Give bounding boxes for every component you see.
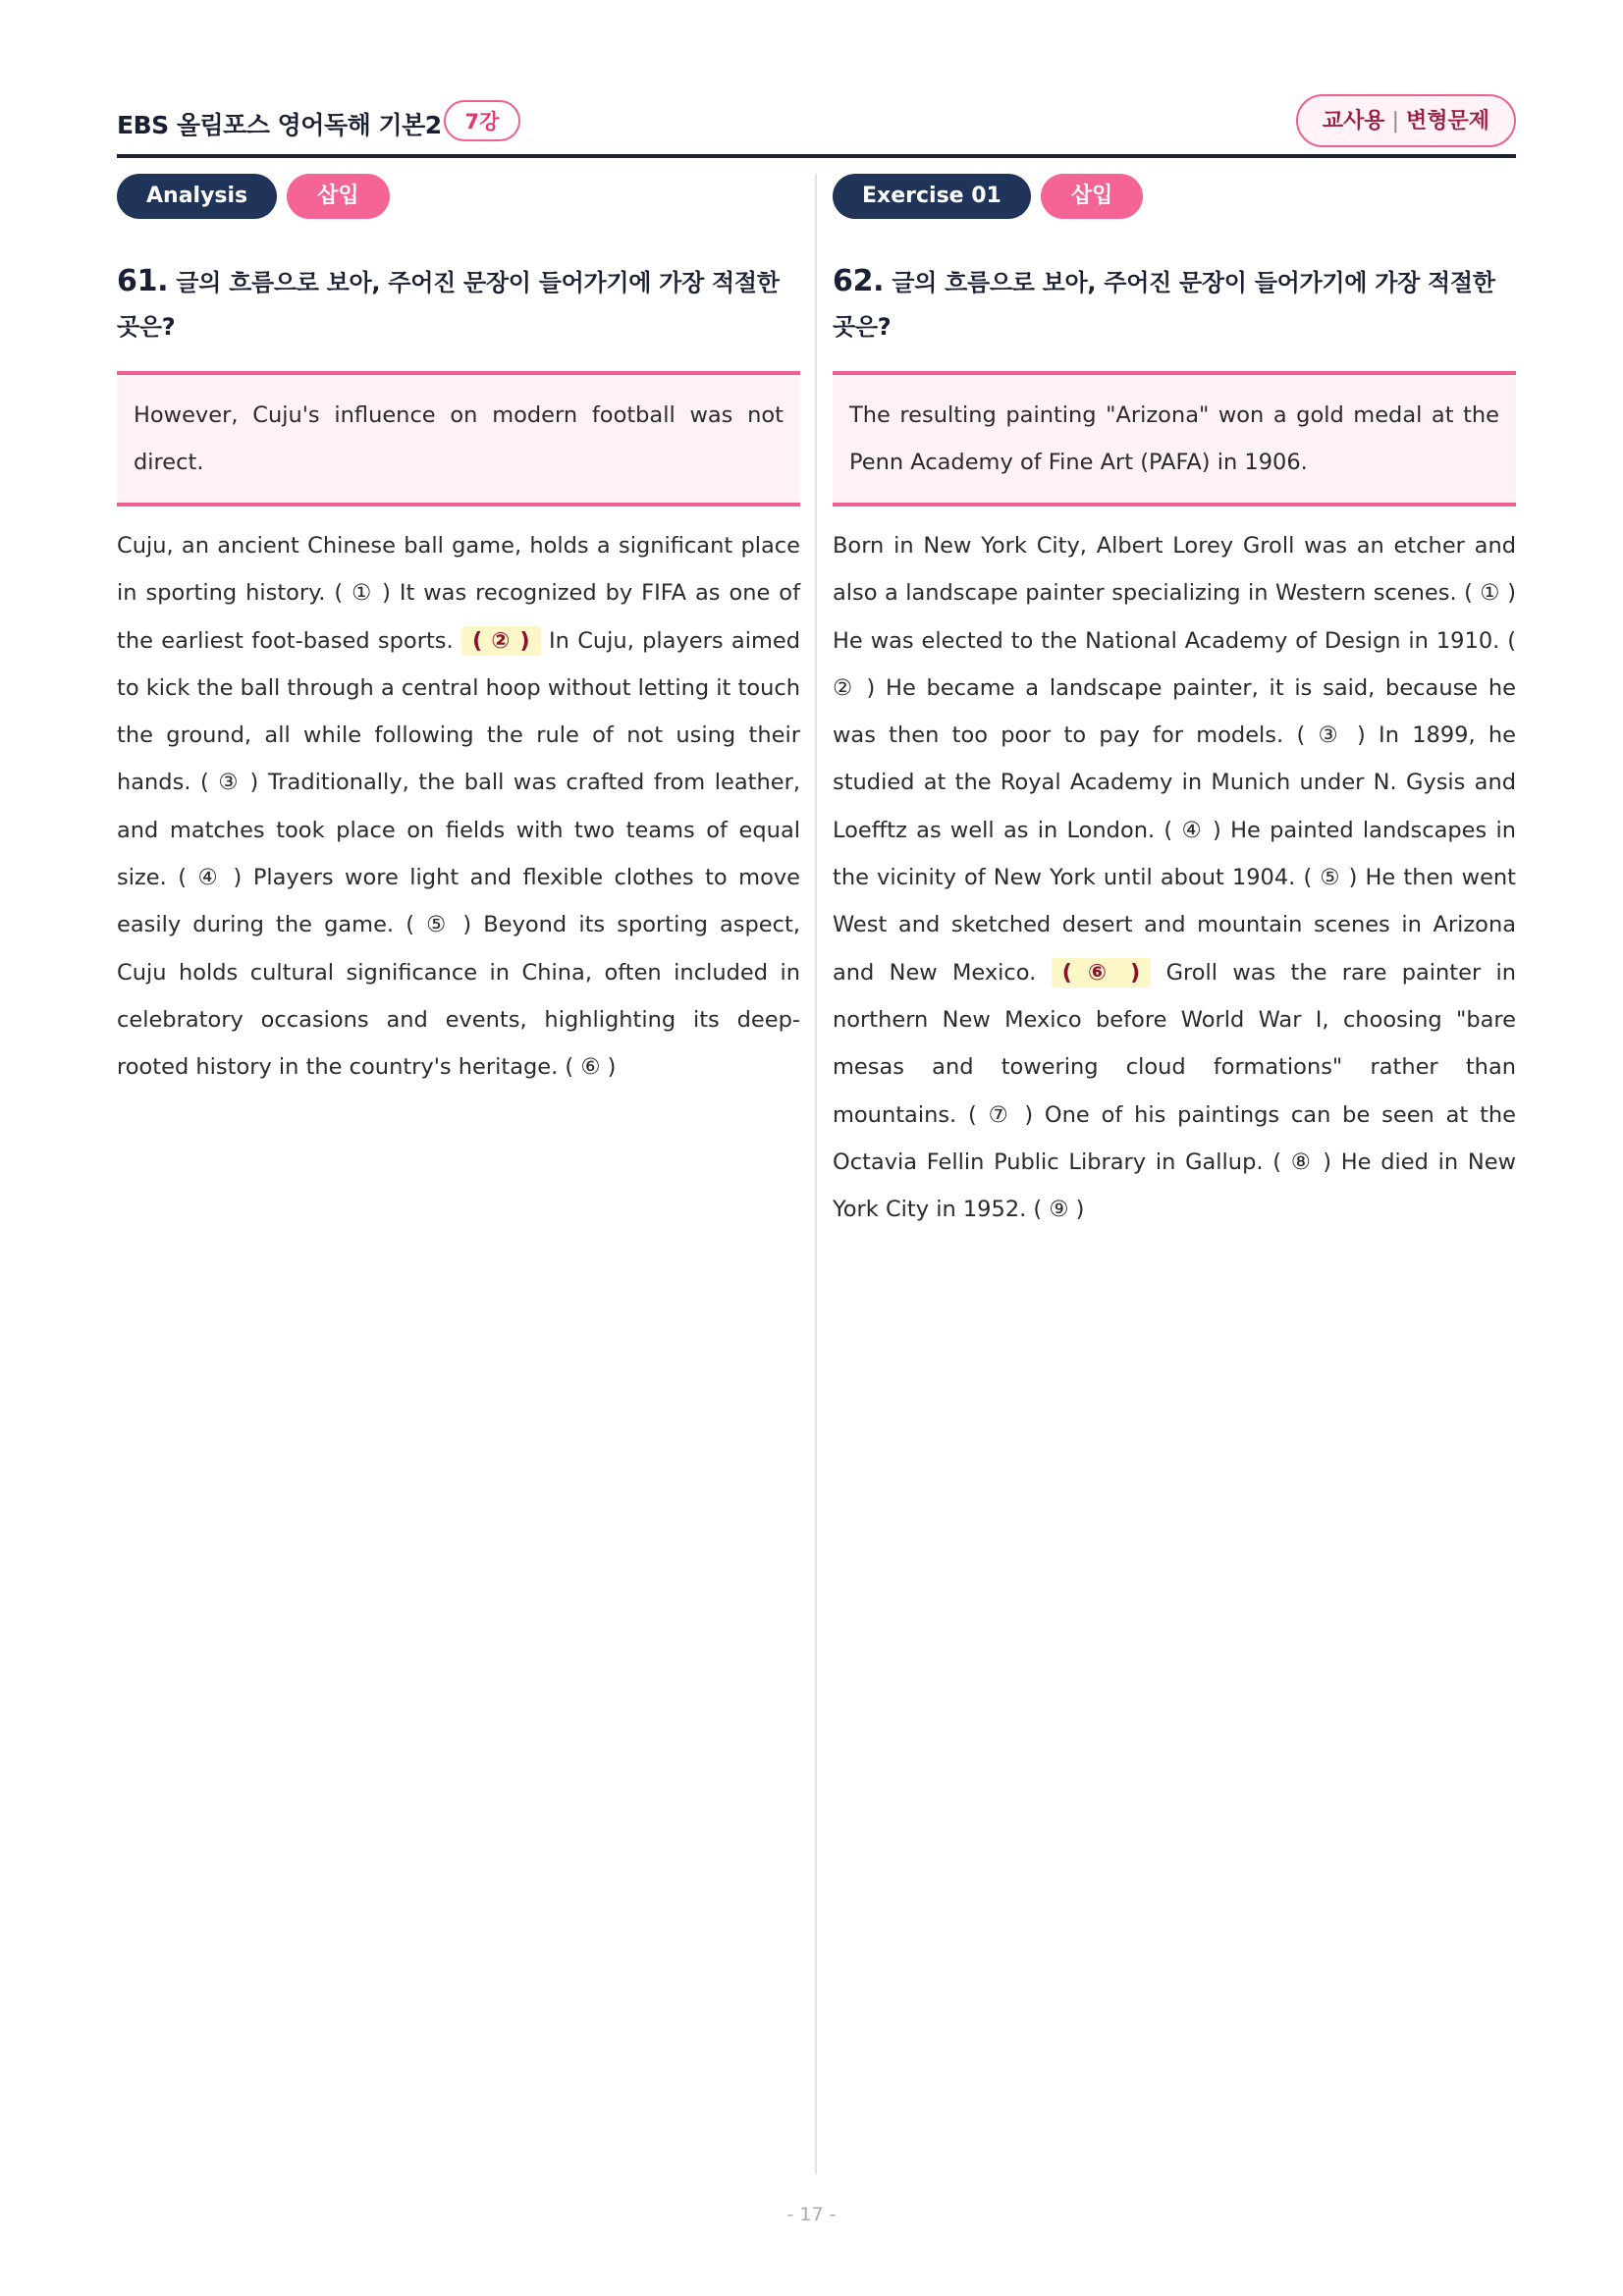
right-tags xyxy=(833,174,1516,221)
column-divider xyxy=(815,174,817,2174)
section-tag-exercise: Exercise 01 xyxy=(833,174,1031,219)
left-tags xyxy=(117,174,800,221)
type-tag-insertion: 삽입 xyxy=(287,174,390,219)
question-text: 글의 흐름으로 보아, 주어진 문장이 들어가기에 가장 적절한 곳은? xyxy=(117,269,780,341)
page-number: - 17 - xyxy=(786,2204,837,2225)
badge-separator: | xyxy=(1391,109,1399,133)
lesson-badge: 7강 xyxy=(444,100,520,141)
given-sentence-box: The resulting painting "Arizona" won a gold medal at the Penn Academy of Fine Art (PAFA) in 1906. xyxy=(833,371,1516,507)
header-rule xyxy=(117,154,1516,158)
page-header xyxy=(117,94,1516,159)
answer-highlight: ( ⑥ ) xyxy=(1052,958,1152,988)
question-number: 61. xyxy=(117,264,169,298)
passage-text-part2: In Cuju, players aimed to kick the ball through a central hoop without letting it touch the ground, all while following the rule of not using their hands. ( ③ ) Traditionally, the ball was crafted from leather, and matches took place on fields with two teams of equal size. ( ④ ) Players wore light and flexible clothes to move easily during the game. ( ⑤ ) Beyond its sporting aspect, Cuju holds cultural significance in China, often included in celebratory occasions and events, highlighting its deep-rooted history in the country's heritage. ( ⑥ ) xyxy=(117,627,800,1081)
passage-62 xyxy=(833,522,1516,1233)
question-62 xyxy=(833,259,1516,349)
section-tag-analysis: Analysis xyxy=(117,174,277,219)
passage-61 xyxy=(117,522,800,1092)
question-text: 글의 흐름으로 보아, 주어진 문장이 들어가기에 가장 적절한 곳은? xyxy=(833,269,1495,341)
teacher-label: 교사용 xyxy=(1322,109,1385,133)
type-tag-insertion: 삽입 xyxy=(1041,174,1144,219)
passage-text-part2: Groll was the rare painter in northern New Mexico before World War I, choosing "bare mesas and towering cloud formations" rather than mountains. ( ⑦ ) One of his paintings can be seen at the Octavia Fellin Public Library in Gallup. ( ⑧ ) He died in New York City in 1952. ( ⑨ ) xyxy=(833,959,1516,1223)
right-column xyxy=(833,174,1516,1233)
left-column xyxy=(117,174,800,1092)
given-sentence-box: However, Cuju's influence on modern football was not direct. xyxy=(117,371,800,507)
passage-text-part1: Cuju, an ancient Chinese ball game, holds a significant place in sporting history. ( ① ) It was recognized by FIFA as one of the earliest foot-based sports. xyxy=(117,533,800,654)
question-number: 62. xyxy=(833,264,885,298)
book-title: EBS 올림포스 영어독해 기본2 xyxy=(117,111,442,139)
teacher-edition-badge xyxy=(1296,94,1516,147)
answer-highlight: ( ② ) xyxy=(461,626,541,656)
passage-text-part1: Born in New York City, Albert Lorey Groll was an etcher and also a landscape painter specializing in Western scenes. ( ① ) He was elected to the National Academy of Design in 1910. ( ② ) He became a landscape painter, it is said, because he was then too poor to pay for models. ( ③ ) In 1899, he studied at the Royal Academy in Munich under N. Gysis and Loefftz as well as in London. ( ④ ) He painted landscapes in the vicinity of New York until about 1904. ( ⑤ ) He then went West and sketched desert and mountain scenes in Arizona and New Mexico. xyxy=(833,533,1516,986)
question-61 xyxy=(117,259,800,349)
type-label: 변형문제 xyxy=(1405,109,1489,133)
